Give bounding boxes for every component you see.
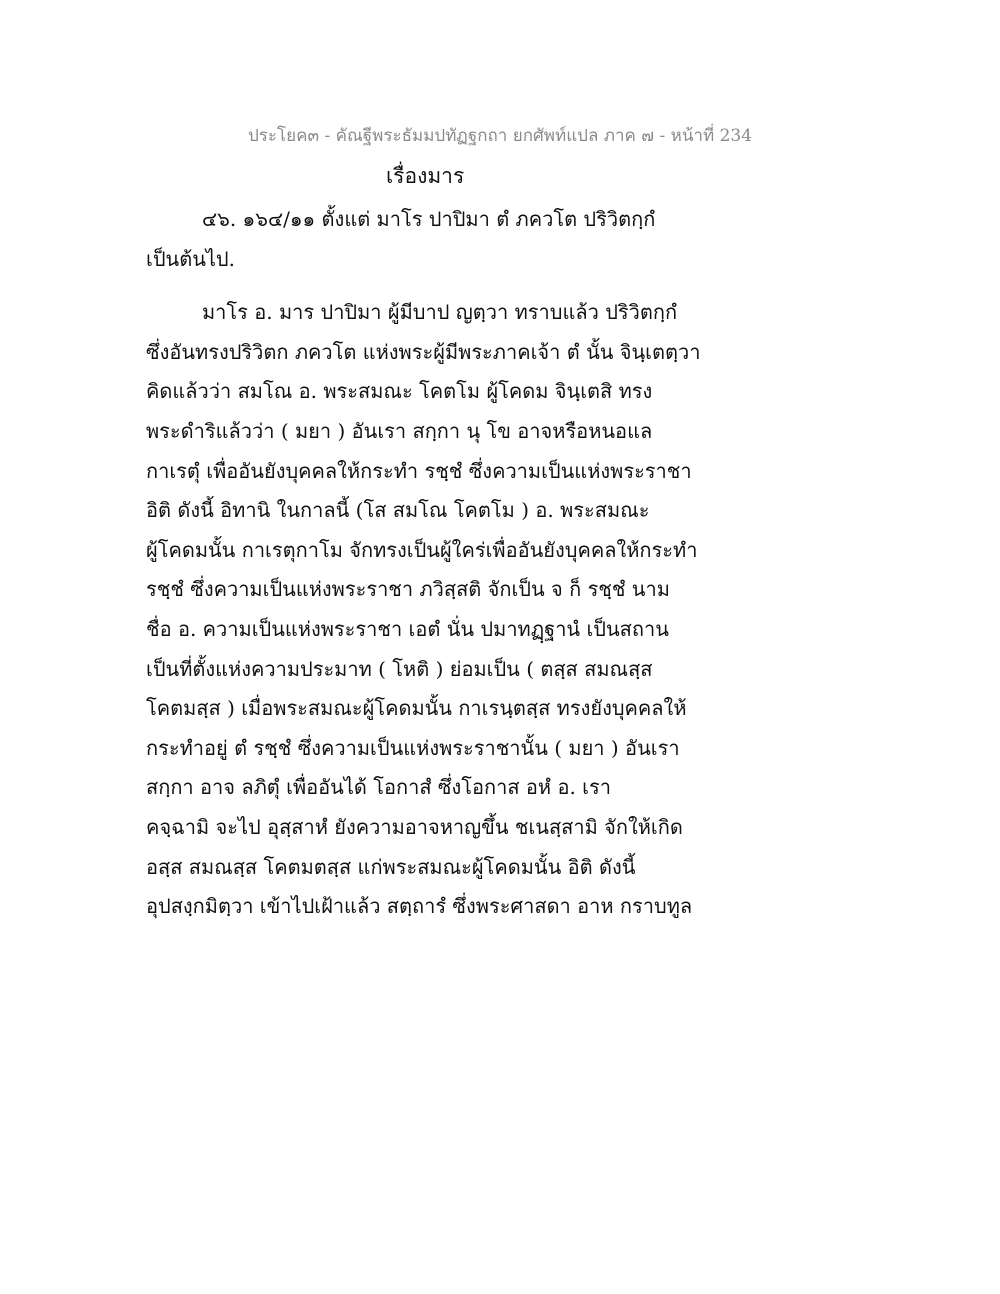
paragraph-line: ๔๖. ๑๖๔/๑๑ ตั้งแต่ มาโร ปาปิมา ตํ ภควโต ปริวิตกฺกํ [202,207,656,231]
paragraph-line: พระดำริแล้วว่า ( มยา ) อันเรา สกฺกา นุ โข อาจหรือหนอแล [146,418,653,443]
paragraph-line: รชฺชํ ซึ่งความเป็นแห่งพระราชา ภวิสฺสติ จักเป็น จ ก็ รชฺชํ นาม [146,577,670,602]
running-header: ประโยค๓ - คัณฐีพระธัมมปทัฏฐกถา ยกศัพท์แปล ภาค ๗ - หน้าที่ 234 [247,126,753,146]
paragraph-line: กระทำอยู่ ตํ รชฺชํ ซึ่งความเป็นแห่งพระราชานั้น ( มยา ) อันเรา [146,735,680,760]
paragraph-line: อิติ ดังนี้ อิทานิ ในกาลนี้ (โส สมโณ โคตโม ) อ. พระสมณะ [146,498,650,523]
paragraph-gap [146,279,706,293]
paragraph-line: ผู้โคดมนั้น กาเรตุกาโม จักทรงเป็นผู้ใคร่เพื่ออันยังบุคคลให้กระทำ [146,537,698,562]
paragraph-line: เป็นต้นไป. [146,246,235,271]
paragraph-line: อุปสงฺกมิตฺวา เข้าไปเฝ้าแล้ว สตฺถารํ ซึ่งพระศาสดา อาห กราบทูล [146,894,693,919]
paragraph-line: เป็นที่ตั้งแห่งความประมาท ( โหติ ) ย่อมเป็น ( ตสฺส สมณสฺส [146,656,653,681]
body-text [146,200,706,927]
section-title: เรื่องมาร [386,164,465,188]
paragraph-line: สกฺกา อาจ ลภิตุํ เพื่ออันได้ โอกาสํ ซึ่งโอกาส อหํ อ. เรา [146,775,611,800]
paragraph-line: มาโร อ. มาร ปาปิมา ผู้มีบาป ญตฺวา ทราบแล้ว ปริวิตกฺกํ [202,300,678,325]
paragraph-line: อสฺส สมณสฺส โคตมตสฺส แก่พระสมณะผู้โคดมนั้น อิติ ดังนี้ [146,854,636,879]
paragraph-line: คิดแล้วว่า สมโณ อ. พระสมณะ โคตโม ผู้โคดม จินฺเตสิ ทรง [146,379,653,404]
paragraph-line: คจฺฉามิ จะไป อุสฺสาหํ ยังความอาจหาญขึ้น ชเนสฺสามิ จักให้เกิด [146,814,683,839]
paragraph-line: โคตมสฺส ) เมื่อพระสมณะผู้โคดมนั้น กาเรนฺตสฺส ทรงยังบุคคลให้ [146,696,687,721]
paragraph-line: ซึ่งอันทรงปริวิตก ภควโต แห่งพระผู้มีพระภาคเจ้า ตํ นั้น จินฺเตตฺวา [146,339,701,364]
paragraph-line: กาเรตุํ เพื่ออันยังบุคคลให้กระทำ รชฺชํ ซึ่งความเป็นแห่งพระราชา [146,458,692,483]
paragraph-line: ชื่อ อ. ความเป็นแห่งพระราชา เอตํ นั่น ปมาทฏฺฐานํ เป็นสถาน [146,616,669,641]
